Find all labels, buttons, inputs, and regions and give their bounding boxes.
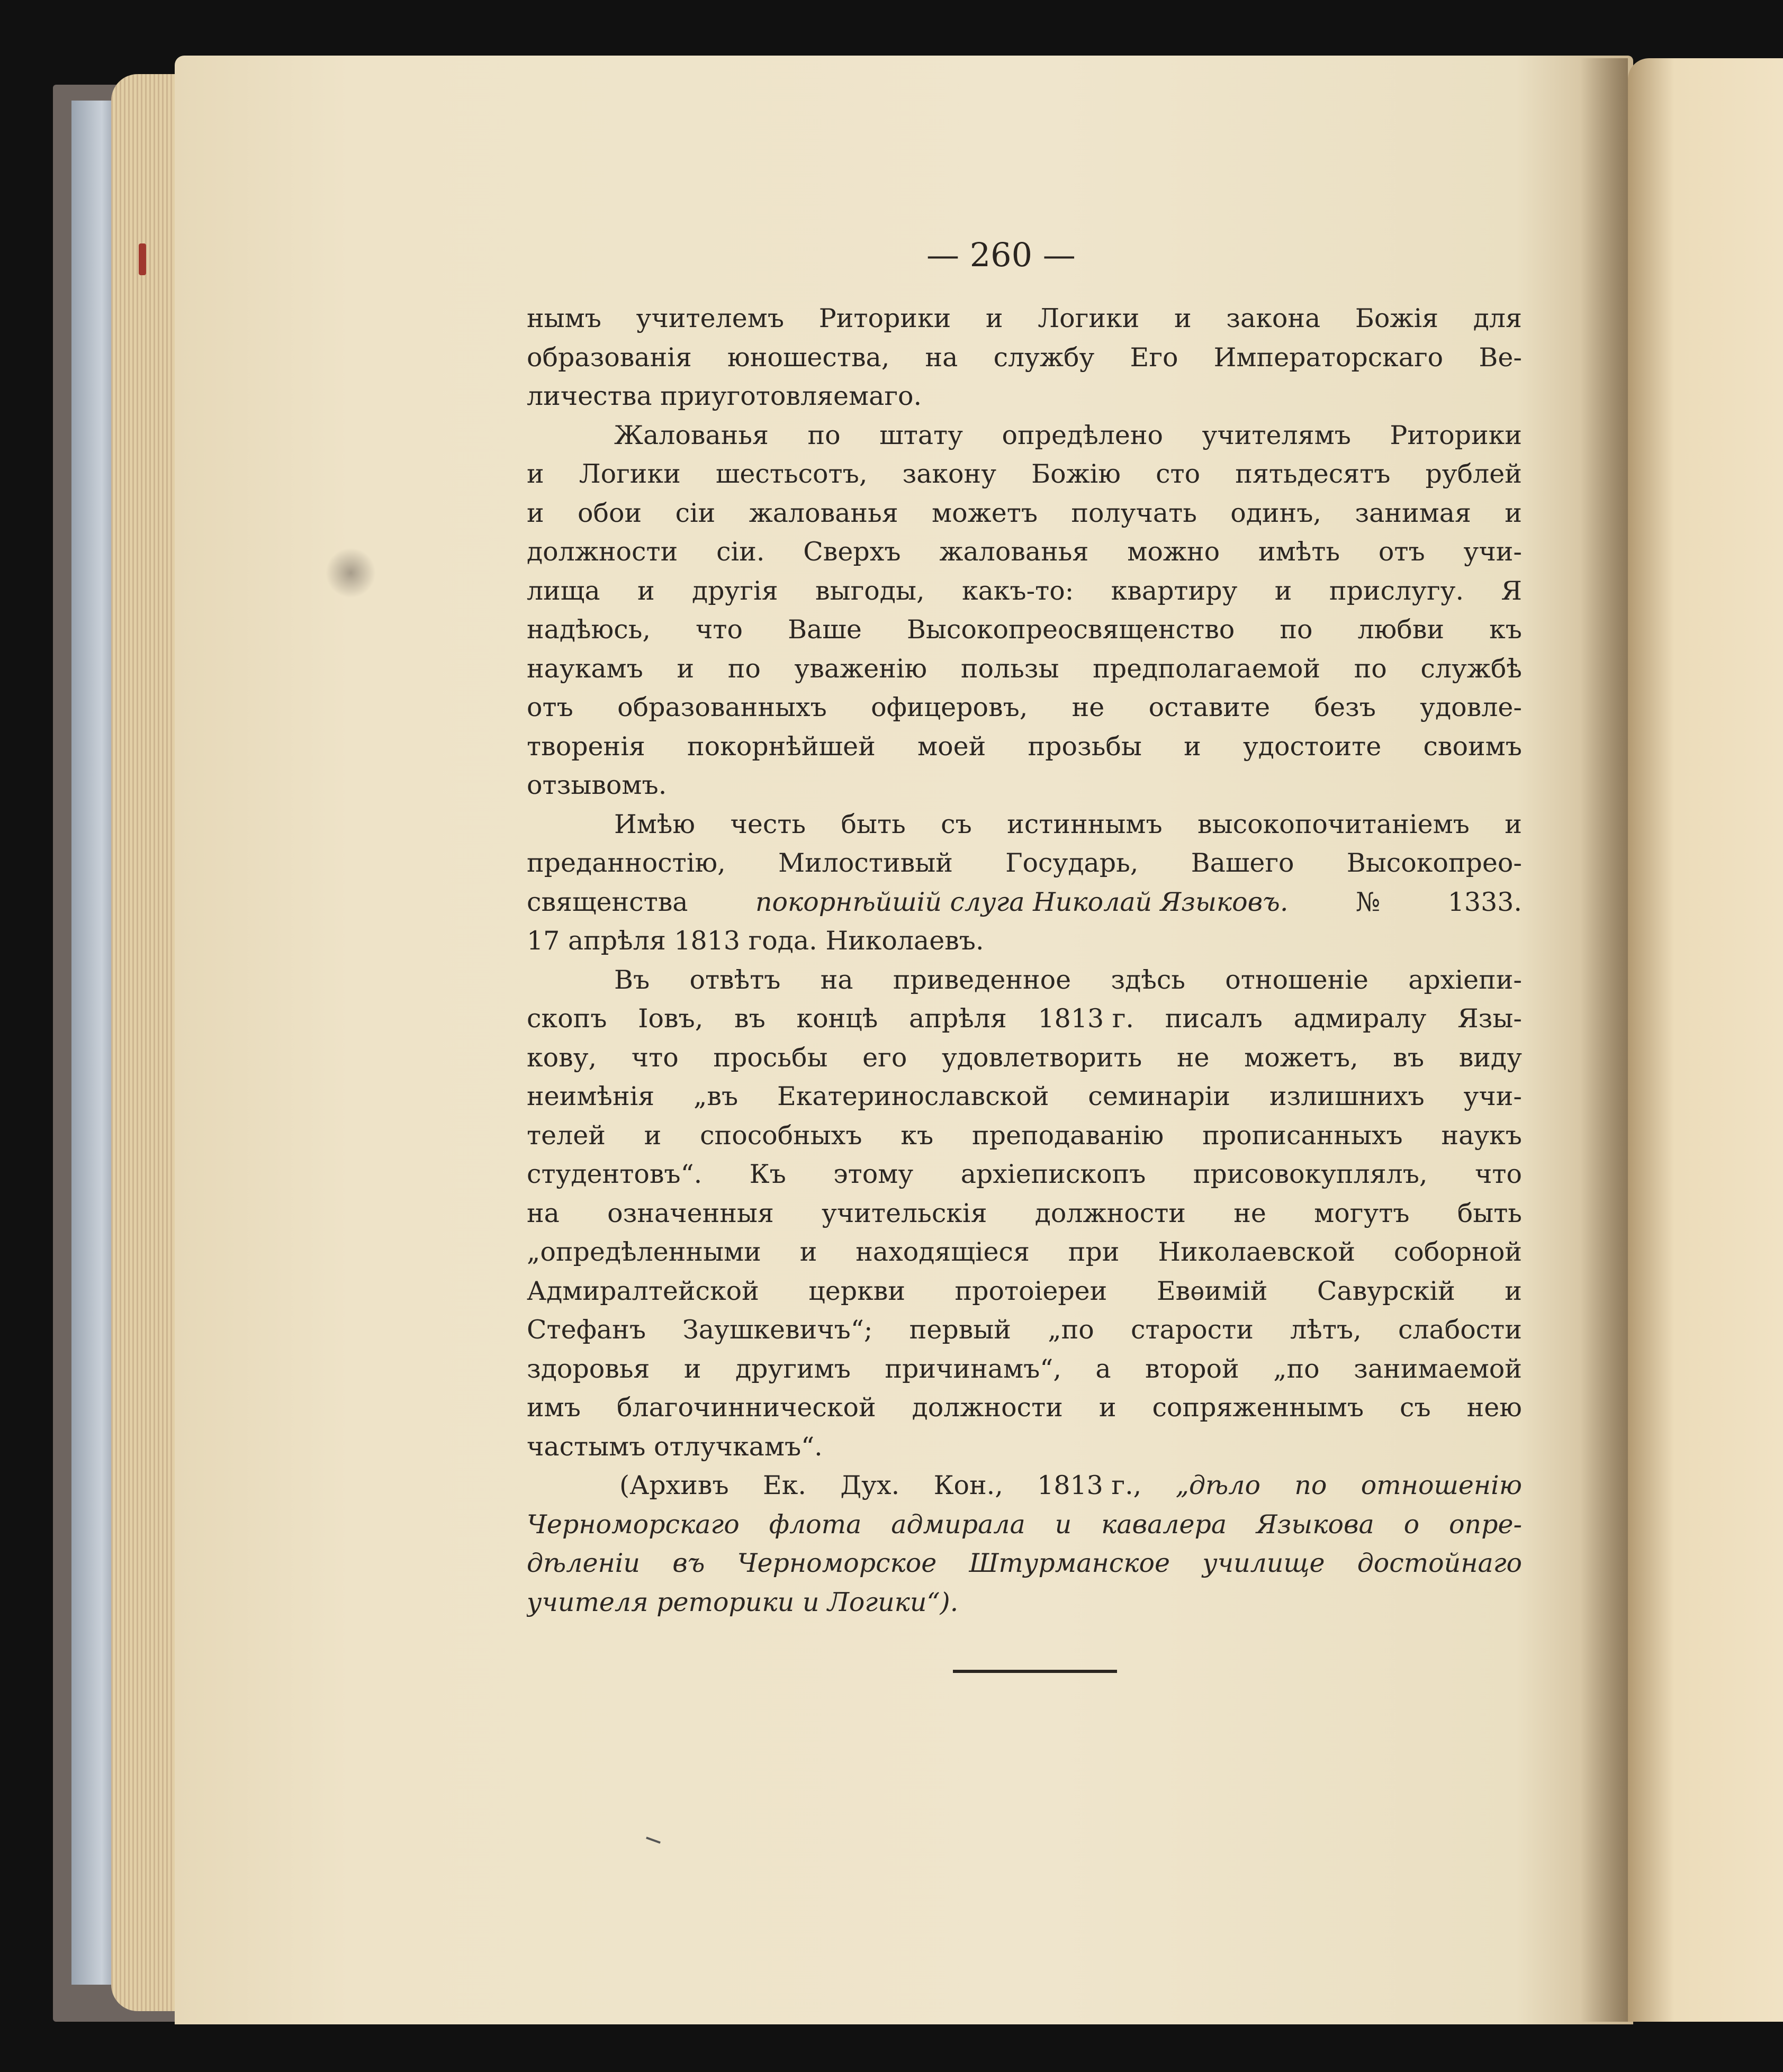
text-line (527, 999, 1522, 1038)
word: Кон., (933, 1470, 1003, 1500)
word: образованія (527, 342, 692, 373)
word: штату (879, 420, 963, 450)
word: и (802, 1587, 820, 1617)
word: личества (527, 381, 652, 411)
word: Императорскаго (1213, 342, 1444, 373)
word: и (1055, 1509, 1072, 1540)
word: просьбы (713, 1042, 828, 1073)
word: пятьдесятъ (1235, 459, 1391, 489)
word: Въ (614, 964, 650, 995)
word: не (1071, 692, 1105, 722)
text-line (527, 1038, 1522, 1078)
word: лѣтъ, (1290, 1315, 1362, 1345)
word: и (527, 459, 544, 489)
word: Евѳимій (1156, 1275, 1268, 1306)
text-line (527, 1194, 1522, 1233)
word: 1813 г. (1038, 1003, 1134, 1034)
word: прозьбы (1028, 731, 1142, 762)
word: церкви (808, 1275, 906, 1306)
word: шестьсотъ, (715, 459, 868, 489)
word: излишнихъ (1269, 1081, 1425, 1111)
word: флота (769, 1509, 862, 1540)
word: отзывомъ. (527, 770, 667, 800)
word: Язы- (1457, 1003, 1522, 1034)
word: семинаріи (1088, 1081, 1231, 1111)
word: и (644, 1120, 662, 1151)
word: получать (1071, 497, 1197, 528)
text-line (527, 494, 1522, 533)
word: пользы (960, 653, 1059, 684)
word: протоіереи (954, 1275, 1107, 1306)
word: Высокопреосвященство (906, 614, 1235, 645)
word: учителямъ (1202, 420, 1351, 450)
word: Божія (1355, 303, 1439, 333)
word: съ (941, 809, 972, 839)
text-line (527, 1310, 1522, 1350)
word: адмиралу (1293, 1003, 1427, 1034)
word: не (1176, 1042, 1210, 1073)
text-line (527, 844, 1522, 883)
word: съ (1400, 1392, 1431, 1423)
word: имѣть (1258, 537, 1340, 567)
word: прислугу. (1329, 575, 1464, 606)
word: удостоите (1242, 731, 1382, 762)
word: опре- (1449, 1509, 1522, 1540)
word: уваженію (794, 653, 927, 684)
word: и (1505, 809, 1522, 839)
word: удовлетворить (941, 1042, 1142, 1073)
word: священства (527, 886, 688, 917)
word: должности (1034, 1198, 1186, 1228)
word: сопряженнымъ (1152, 1392, 1364, 1423)
word: отношеніе (1225, 964, 1368, 995)
word: присовокуплялъ, (1193, 1159, 1428, 1189)
word: оставите (1148, 692, 1271, 722)
text-line (527, 727, 1522, 766)
word: къ (1489, 614, 1522, 645)
word: по (1280, 614, 1313, 645)
text-line (527, 455, 1522, 494)
word: Божію (1031, 459, 1121, 489)
word: можно (1127, 537, 1220, 567)
word: адмирала (891, 1509, 1025, 1540)
word: Милостивый (778, 848, 953, 878)
body-text (527, 299, 1522, 1622)
word: находящіеся (856, 1237, 1030, 1267)
word: о (1403, 1509, 1420, 1540)
text-line (527, 1544, 1522, 1583)
word: офицеровъ, (871, 692, 1028, 722)
word: на (820, 964, 853, 995)
word: моей (917, 731, 986, 762)
word: № (1355, 886, 1381, 917)
word: сіи. (716, 537, 765, 567)
word: и (527, 497, 544, 528)
word: обои (578, 497, 642, 528)
end-rule (953, 1670, 1117, 1673)
word: и (1174, 303, 1192, 333)
word: опредѣлено (1002, 420, 1164, 450)
word: можетъ, (1244, 1042, 1358, 1073)
word: и (1098, 1392, 1116, 1423)
word: Риторики (1390, 420, 1522, 450)
text-line (527, 1427, 1522, 1467)
word: одинъ, (1230, 497, 1321, 528)
word: можетъ (932, 497, 1038, 528)
word: любви (1357, 614, 1445, 645)
word: студентовъ“. (527, 1159, 703, 1189)
text-line (527, 649, 1522, 689)
word: (Архивъ (619, 1470, 729, 1500)
word: Высокопрео- (1346, 848, 1522, 878)
word: высокопочитаніемъ (1197, 809, 1470, 839)
text-line (527, 688, 1522, 727)
word: учи- (1463, 1081, 1522, 1111)
word: другія (692, 575, 778, 606)
word: Къ (749, 1159, 786, 1189)
word: другимъ (735, 1353, 851, 1384)
word: и (985, 303, 1003, 333)
text-line (527, 610, 1522, 649)
word: Государь, (1005, 848, 1139, 878)
word: виду (1458, 1042, 1522, 1073)
word: творенія (527, 731, 645, 762)
word: Дух. (840, 1470, 900, 1500)
word: телей (527, 1120, 606, 1151)
word: кову, (527, 1042, 597, 1073)
word: второй (1145, 1353, 1239, 1384)
word: что (1474, 1159, 1522, 1189)
word: здѣсь (1111, 964, 1185, 995)
word: и (637, 575, 655, 606)
word: его (862, 1042, 907, 1073)
word: частымъ (527, 1431, 646, 1462)
word: концѣ (796, 1003, 878, 1034)
word: Черноморское (737, 1548, 937, 1578)
word: для (1473, 303, 1522, 333)
word: нымъ (527, 303, 601, 333)
word: учителя (527, 1587, 649, 1617)
word: должности (527, 537, 678, 567)
word: какъ-то: (961, 575, 1074, 606)
word: наукамъ (527, 653, 643, 684)
word: 1333. (1447, 886, 1522, 917)
word: Стефанъ (527, 1315, 646, 1345)
text-line (527, 1583, 1522, 1622)
word: апрѣля (568, 926, 666, 956)
word: наукъ (1441, 1120, 1522, 1151)
word: Іовъ, (638, 1003, 704, 1034)
word: писалъ (1165, 1003, 1263, 1034)
text-line (527, 1388, 1522, 1427)
text-line (527, 1155, 1522, 1194)
word: по (1354, 653, 1387, 684)
word: Екатеринославской (777, 1081, 1049, 1111)
word: прописанныхъ (1202, 1120, 1403, 1151)
word: отъ (1378, 537, 1425, 567)
word: квартиру (1111, 575, 1238, 606)
word: Логики (1038, 303, 1140, 333)
text-line (527, 766, 1522, 805)
text-line (527, 377, 1522, 416)
word: своимъ (1423, 731, 1522, 762)
text-line (527, 1272, 1522, 1311)
text-line (527, 1350, 1522, 1389)
word: Николаевъ. (825, 926, 984, 956)
word: а (1095, 1353, 1111, 1384)
word: Николаевской (1158, 1237, 1355, 1267)
text-line (527, 1233, 1522, 1272)
word: Имѣю (614, 809, 696, 839)
text-line (527, 1466, 1522, 1505)
text-line (527, 572, 1522, 611)
word: Вашего (1191, 848, 1294, 878)
word: не (1233, 1198, 1266, 1228)
word: Адмиралтейской (527, 1275, 759, 1306)
word: старости (1131, 1315, 1254, 1345)
word: реторики (656, 1587, 795, 1617)
word: по (727, 653, 761, 684)
word: и (1505, 1275, 1522, 1306)
word: учи- (1463, 537, 1522, 567)
word: „въ (694, 1081, 739, 1111)
word: честь (730, 809, 806, 839)
word: и (677, 653, 695, 684)
word: по (1294, 1470, 1327, 1500)
word: преданностію, (527, 848, 726, 878)
word: неимѣнія (527, 1081, 655, 1111)
word: архіепископъ (960, 1159, 1146, 1189)
word: и (1274, 575, 1292, 606)
word: скопъ (527, 1003, 607, 1034)
word: приведенное (893, 964, 1071, 995)
word: здоровья (527, 1353, 650, 1384)
word: занимаемой (1354, 1353, 1522, 1384)
word: на (925, 342, 958, 373)
word: рублей (1425, 459, 1522, 489)
word: Логики“). (827, 1587, 959, 1617)
word: могутъ (1314, 1198, 1410, 1228)
facing-page-edge (1628, 58, 1783, 2022)
word: службѣ (1420, 653, 1522, 684)
word: отношенію (1361, 1470, 1522, 1500)
word: при (1068, 1237, 1120, 1267)
word: 17 (527, 926, 560, 956)
word: Ве- (1479, 342, 1522, 373)
signature-italic: покорнѣйшій слуга Николай Языковъ. (755, 886, 1289, 917)
word: „дѣло (1175, 1470, 1260, 1500)
word: способныхъ (700, 1120, 862, 1151)
ink-stain (326, 548, 376, 598)
word: жалованья (939, 537, 1089, 567)
gutter-shadow (1580, 58, 1628, 2022)
word: 1813 г., (1037, 1470, 1142, 1500)
text-line (527, 299, 1522, 338)
word: предполагаемой (1093, 653, 1320, 684)
text-line (527, 532, 1522, 572)
word: въ (1393, 1042, 1425, 1073)
word: закону (902, 459, 997, 489)
word: учителемъ (636, 303, 785, 333)
word: отвѣтъ (689, 964, 781, 995)
word: Ваше (788, 614, 862, 645)
text-line (527, 1116, 1522, 1155)
word: юношества, (727, 342, 890, 373)
word: приуготовляемаго. (660, 381, 922, 411)
text-line (527, 883, 1522, 922)
word: „по (1048, 1315, 1094, 1345)
word: покорнѣйшей (687, 731, 876, 762)
word: лища (527, 575, 600, 606)
text-line (527, 805, 1522, 844)
word: слабости (1398, 1315, 1522, 1345)
word: нею (1466, 1392, 1522, 1423)
word: должности (912, 1392, 1063, 1423)
word: Языкова (1256, 1509, 1374, 1540)
word: образованныхъ (617, 692, 827, 722)
word: причинамъ“, (885, 1353, 1061, 1384)
word: означенныя (607, 1198, 774, 1228)
word: отлучкамъ“. (654, 1431, 823, 1462)
word: „по (1273, 1353, 1320, 1384)
word: Заушкевичъ“; (682, 1315, 873, 1345)
word: дѣленіи (527, 1548, 640, 1578)
word: быть (841, 809, 906, 839)
word: 1813 (674, 926, 741, 956)
word: что (696, 614, 743, 645)
word: Савурскій (1317, 1275, 1455, 1306)
word: преподаванію (971, 1120, 1164, 1151)
word: надѣюсь, (527, 614, 651, 645)
word: сто (1156, 459, 1201, 489)
word: Его (1130, 342, 1178, 373)
word: благочиннической (616, 1392, 876, 1423)
word: и (1184, 731, 1201, 762)
word: и (799, 1237, 817, 1267)
word: Ек. (763, 1470, 806, 1500)
word: жалованья (749, 497, 898, 528)
word: въ (734, 1003, 766, 1034)
text-line (527, 921, 1522, 961)
text-line (527, 1077, 1522, 1116)
word: отъ (527, 692, 573, 722)
page-number: — 260 — (926, 236, 1076, 274)
word: Штурманское (969, 1548, 1170, 1578)
word: училище (1202, 1548, 1325, 1578)
word: архіепи- (1408, 964, 1522, 995)
word: „опредѣленными (527, 1237, 761, 1267)
word: Черноморскаго (527, 1509, 740, 1540)
word: Сверхъ (803, 537, 901, 567)
word: апрѣля (908, 1003, 1007, 1034)
word: Я (1501, 575, 1522, 606)
word: и (1505, 497, 1522, 528)
word: выгоды, (815, 575, 925, 606)
word: и (683, 1353, 701, 1384)
word: по (807, 420, 841, 450)
text-line (527, 338, 1522, 377)
word: достойнаго (1357, 1548, 1522, 1578)
word: удовле- (1420, 692, 1522, 722)
word: первый (909, 1315, 1011, 1345)
word: закона (1226, 303, 1321, 333)
word: соборной (1393, 1237, 1522, 1267)
word: имъ (527, 1392, 581, 1423)
word: кавалера (1101, 1509, 1227, 1540)
word: истиннымъ (1007, 809, 1163, 839)
word: года. (748, 926, 817, 956)
word: сіи (675, 497, 716, 528)
word: что (631, 1042, 679, 1073)
word: на (527, 1198, 560, 1228)
word: Жалованья (614, 420, 769, 450)
word: Риторики (818, 303, 951, 333)
word: Логики (579, 459, 681, 489)
word: учительскія (822, 1198, 987, 1228)
word: къ (900, 1120, 934, 1151)
word: быть (1457, 1198, 1522, 1228)
word: занимая (1355, 497, 1471, 528)
text-line (527, 961, 1522, 1000)
word: въ (672, 1548, 705, 1578)
text-line (527, 416, 1522, 455)
word: этому (833, 1159, 914, 1189)
word: службу (993, 342, 1095, 373)
bookmark-mark (139, 243, 146, 275)
word: безъ (1314, 692, 1376, 722)
text-line (527, 1505, 1522, 1544)
